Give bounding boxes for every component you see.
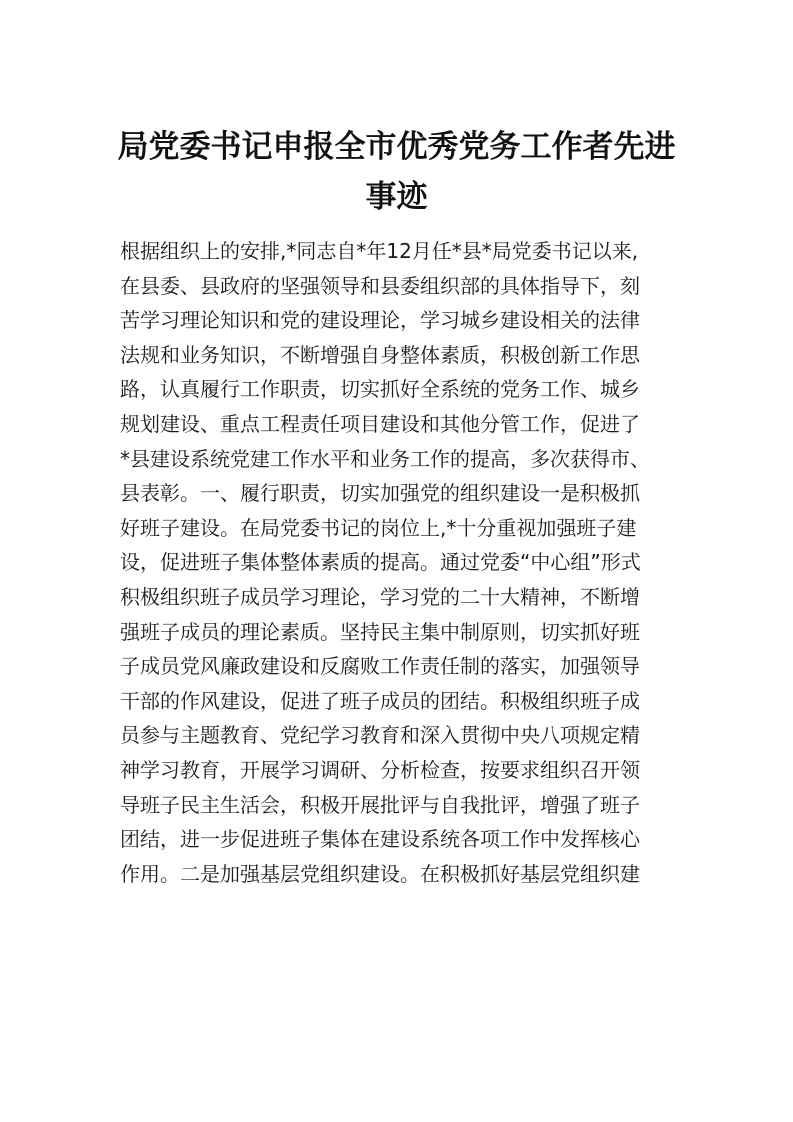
body-line: 规划建设、重点工程责任项目建设和其他分管工作，促进了 — [120, 411, 640, 436]
body-line: 县表彰。一、履行职责，切实加强党的组织建设一是积极抓 — [120, 481, 640, 506]
body-line: *县建设系统党建工作水平和业务工作的提高，多次获得市、 — [120, 446, 650, 471]
body-line: 法规和业务知识，不断增强自身整体素质，积极创新工作思 — [120, 342, 640, 367]
body-line: 导班子民主生活会，积极开展批评与自我批评，增强了班子 — [120, 792, 640, 817]
document-title — [110, 122, 683, 222]
body-line: 子成员党风廉政建设和反腐败工作责任制的落实，加强领导 — [120, 654, 640, 679]
body-line: 团结，进一步促进班子集体在建设系统各项工作中发挥核心 — [120, 827, 640, 852]
body-line: 根据组织上的安排,*同志自*年12月任*县*局党委书记以来, — [120, 239, 639, 263]
title-line: 事迹 — [365, 179, 428, 215]
body-line: 路，认真履行工作职责，切实抓好全系统的党务工作、城乡 — [120, 377, 640, 402]
body-line: 苦学习理论知识和党的建设理论，学习城乡建设相关的法律 — [120, 308, 640, 333]
body-line: 好班子建设。在局党委书记的岗位上,*十分重视加强班子建 — [120, 515, 637, 540]
body-line: 强班子成员的理论素质。坚持民主集中制原则，切实抓好班 — [120, 619, 640, 644]
body-line: 积极组织班子成员学习理论，学习党的二十大精神，不断增 — [120, 584, 640, 609]
document-body — [120, 234, 695, 891]
body-line: 神学习教育，开展学习调研、分析检查，按要求组织召开领 — [120, 757, 640, 782]
body-line: 设，促进班子集体整体素质的提高。通过党委“中心组”形式 — [120, 550, 641, 575]
body-line: 干部的作风建设，促进了班子成员的团结。积极组织班子成 — [120, 688, 640, 713]
title-line: 局党委书记申报全市优秀党务工作者先进 — [117, 129, 676, 165]
body-line: 在县委、县政府的坚强领导和县委组织部的具体指导下，刻 — [120, 273, 640, 298]
body-line: 作用。二是加强基层党组织建设。在积极抓好基层党组织建 — [120, 861, 640, 886]
body-line: 员参与主题教育、党纪学习教育和深入贯彻中央八项规定精 — [120, 723, 640, 748]
